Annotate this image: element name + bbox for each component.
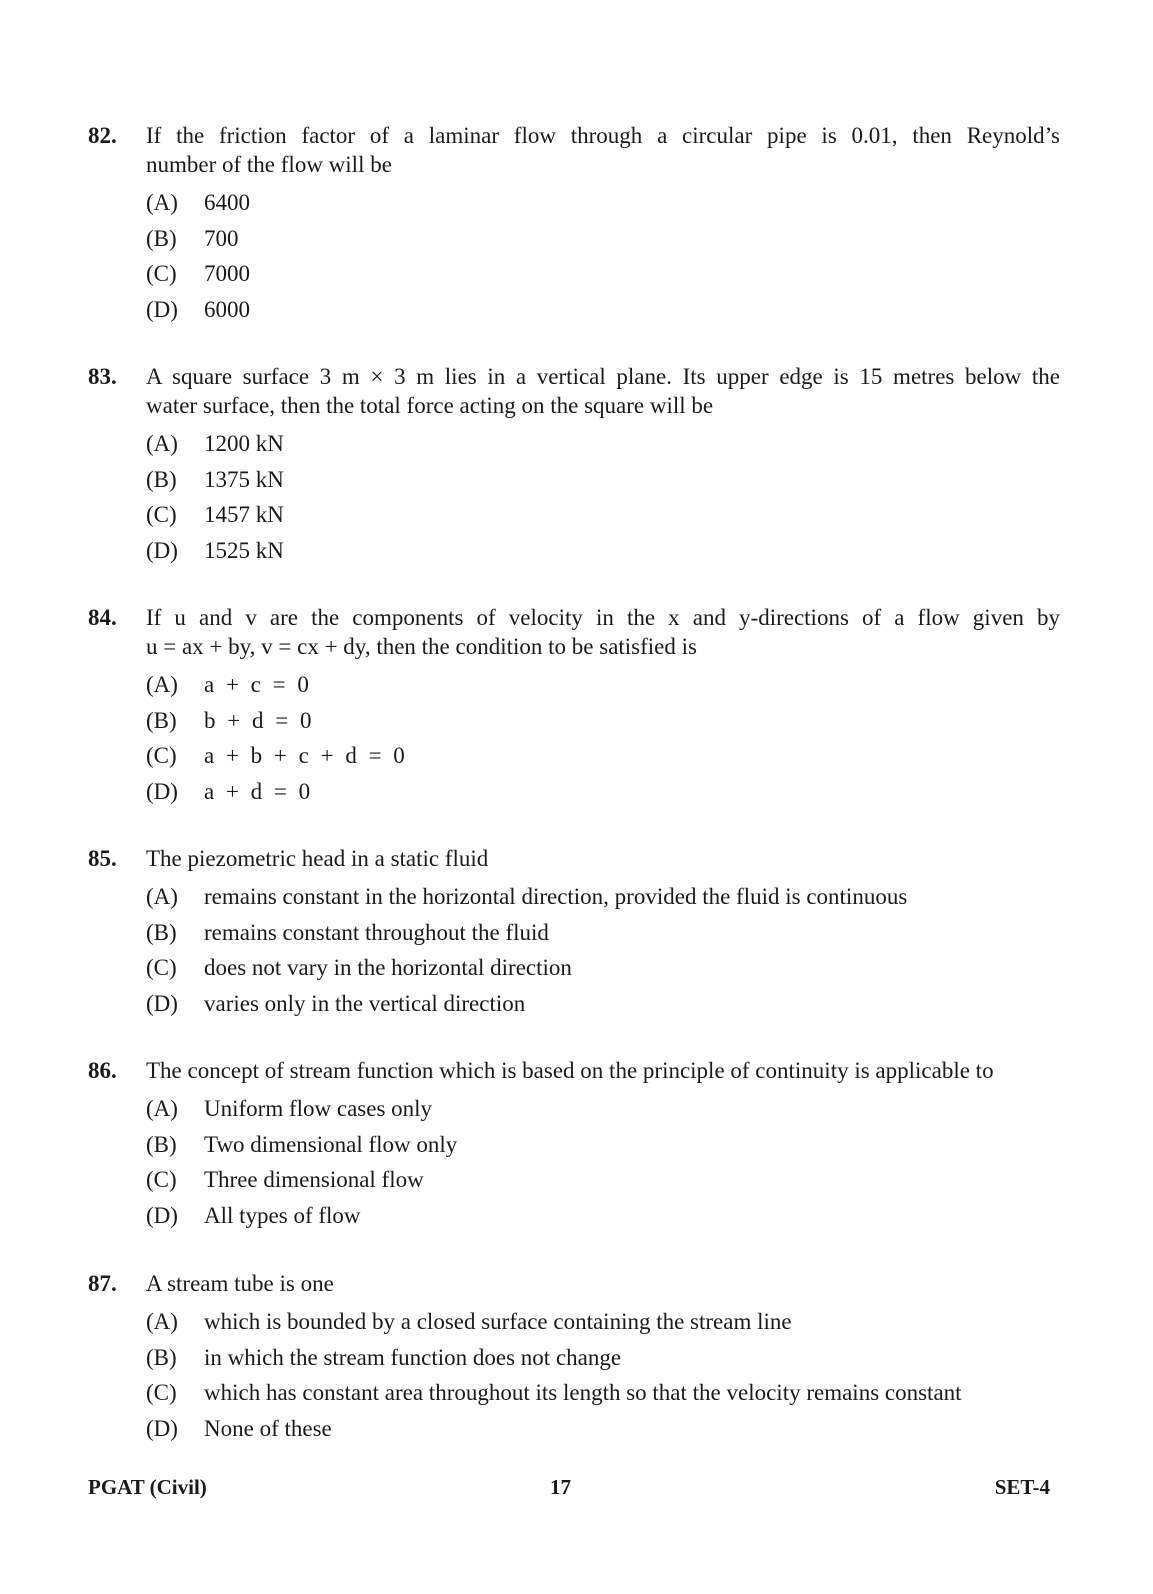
question-82 [88, 121, 1060, 327]
option-text: 6000 [204, 296, 250, 322]
option-c [146, 256, 1060, 292]
option-text: 1457 kN [204, 502, 284, 527]
option-a [146, 667, 1060, 703]
question-text-line1: If the friction factor of a laminar flow through a circular pipe is 0.01, then Reynold’s [146, 123, 1060, 148]
question-86 [88, 1056, 1060, 1233]
question-text [146, 1056, 1060, 1085]
question-number: 84. [88, 605, 117, 630]
option-text: which is bounded by a closed surface containing the stream line [204, 1309, 792, 1334]
option-a [146, 426, 1060, 462]
option-letter: (B) [146, 466, 177, 492]
option-b [146, 703, 1060, 739]
option-text: 7000 [204, 261, 250, 286]
option-text: Uniform flow cases only [204, 1096, 433, 1121]
option-text: remains constant throughout the fluid [204, 919, 549, 945]
option-text: None of these [204, 1415, 332, 1441]
option-d [146, 774, 1060, 810]
option-d [146, 533, 1060, 569]
option-b [146, 1340, 1060, 1376]
option-text: All types of flow [204, 1202, 361, 1228]
option-a [146, 879, 1060, 915]
option-letter: (D) [146, 990, 178, 1016]
question-text [146, 844, 1060, 873]
option-letter: (B) [146, 1131, 177, 1157]
option-c [146, 497, 1060, 533]
option-c [146, 738, 1060, 774]
option-b [146, 221, 1060, 257]
option-letter: (C) [146, 1380, 177, 1405]
option-a [146, 185, 1060, 221]
footer-exam-name: PGAT (Civil) [88, 1475, 207, 1499]
question-text-line2: water surface, then the total force acting on the square will be [146, 393, 714, 418]
option-text: 700 [204, 225, 239, 251]
option-text: 1375 kN [204, 466, 284, 492]
option-text: 6400 [204, 190, 250, 215]
question-text-line1: A stream tube is one [146, 1271, 334, 1296]
option-letter: (B) [146, 225, 177, 251]
option-text: a + c = 0 [204, 672, 309, 697]
option-text: b + d = 0 [204, 707, 312, 733]
options-list [146, 1304, 1060, 1446]
question-text-line1: If u and v are the components of velocity in the x and y-directions of a flow given by [146, 605, 1060, 630]
question-text-line1: The piezometric head in a static fluid [146, 846, 489, 871]
option-text: Two dimensional flow only [204, 1131, 458, 1157]
option-text: 1525 kN [204, 537, 284, 563]
option-text: a + d = 0 [204, 778, 311, 804]
option-letter: (A) [146, 884, 178, 909]
option-text: which has constant area throughout its length so that the velocity remains constant [204, 1380, 962, 1405]
option-b [146, 915, 1060, 951]
option-text: Three dimensional flow [204, 1167, 424, 1192]
question-number: 86. [88, 1058, 117, 1083]
option-c [146, 950, 1060, 986]
option-letter: (D) [146, 1202, 178, 1228]
option-text: 1200 kN [204, 431, 284, 456]
option-letter: (B) [146, 919, 177, 945]
option-letter: (A) [146, 1309, 178, 1334]
options-list [146, 879, 1060, 1021]
option-b [146, 1127, 1060, 1163]
options-list [146, 1091, 1060, 1233]
option-d [146, 1198, 1060, 1234]
options-list [146, 426, 1060, 568]
option-letter: (D) [146, 296, 178, 322]
option-letter: (C) [146, 743, 177, 768]
option-letter: (B) [146, 1344, 177, 1370]
option-letter: (A) [146, 431, 178, 456]
option-letter: (A) [146, 1096, 178, 1121]
question-text [146, 121, 1060, 179]
question-85 [88, 844, 1060, 1021]
option-text: remains constant in the horizontal direction, provided the fluid is continuous [204, 884, 908, 909]
option-d [146, 986, 1060, 1022]
option-b [146, 462, 1060, 498]
question-83 [88, 362, 1060, 568]
option-letter: (B) [146, 707, 177, 733]
question-text-line2: u = ax + by, v = cx + dy, then the condition to be satisfied is [146, 634, 697, 659]
footer-set-label: SET-4 [994, 1475, 1050, 1499]
option-c [146, 1375, 1060, 1411]
option-letter: (C) [146, 955, 177, 980]
option-c [146, 1162, 1060, 1198]
option-letter: (D) [146, 1415, 178, 1441]
option-letter: (A) [146, 190, 178, 215]
option-letter: (C) [146, 1167, 177, 1192]
option-d [146, 292, 1060, 328]
question-text-line1: The concept of stream function which is based on the principle of continuity is applicable to [146, 1058, 994, 1083]
option-a [146, 1304, 1060, 1340]
question-number: 85. [88, 846, 117, 871]
option-text: does not vary in the horizontal direction [204, 955, 572, 980]
question-text [146, 362, 1060, 420]
options-list [146, 185, 1060, 327]
option-a [146, 1091, 1060, 1127]
options-list [146, 667, 1060, 809]
question-text [146, 1269, 1060, 1298]
option-letter: (C) [146, 261, 177, 286]
question-number: 82. [88, 123, 117, 148]
option-letter: (A) [146, 672, 178, 697]
option-text: varies only in the vertical direction [204, 990, 526, 1016]
question-text-line2: number of the flow will be [146, 152, 392, 177]
option-text: in which the stream function does not change [204, 1344, 622, 1370]
question-87 [88, 1269, 1060, 1446]
question-number: 87. [88, 1271, 117, 1296]
option-letter: (D) [146, 537, 178, 563]
question-text [146, 603, 1060, 661]
option-d [146, 1411, 1060, 1447]
question-text-line1: A square surface 3 m × 3 m lies in a vertical plane. Its upper edge is 15 metres below the [146, 364, 1060, 389]
option-letter: (D) [146, 778, 178, 804]
option-letter: (C) [146, 502, 177, 527]
page-footer [88, 1472, 1050, 1502]
question-number: 83. [88, 364, 117, 389]
question-84 [88, 603, 1060, 809]
option-text: a + b + c + d = 0 [204, 743, 405, 768]
footer-page-number: 17 [550, 1475, 571, 1499]
